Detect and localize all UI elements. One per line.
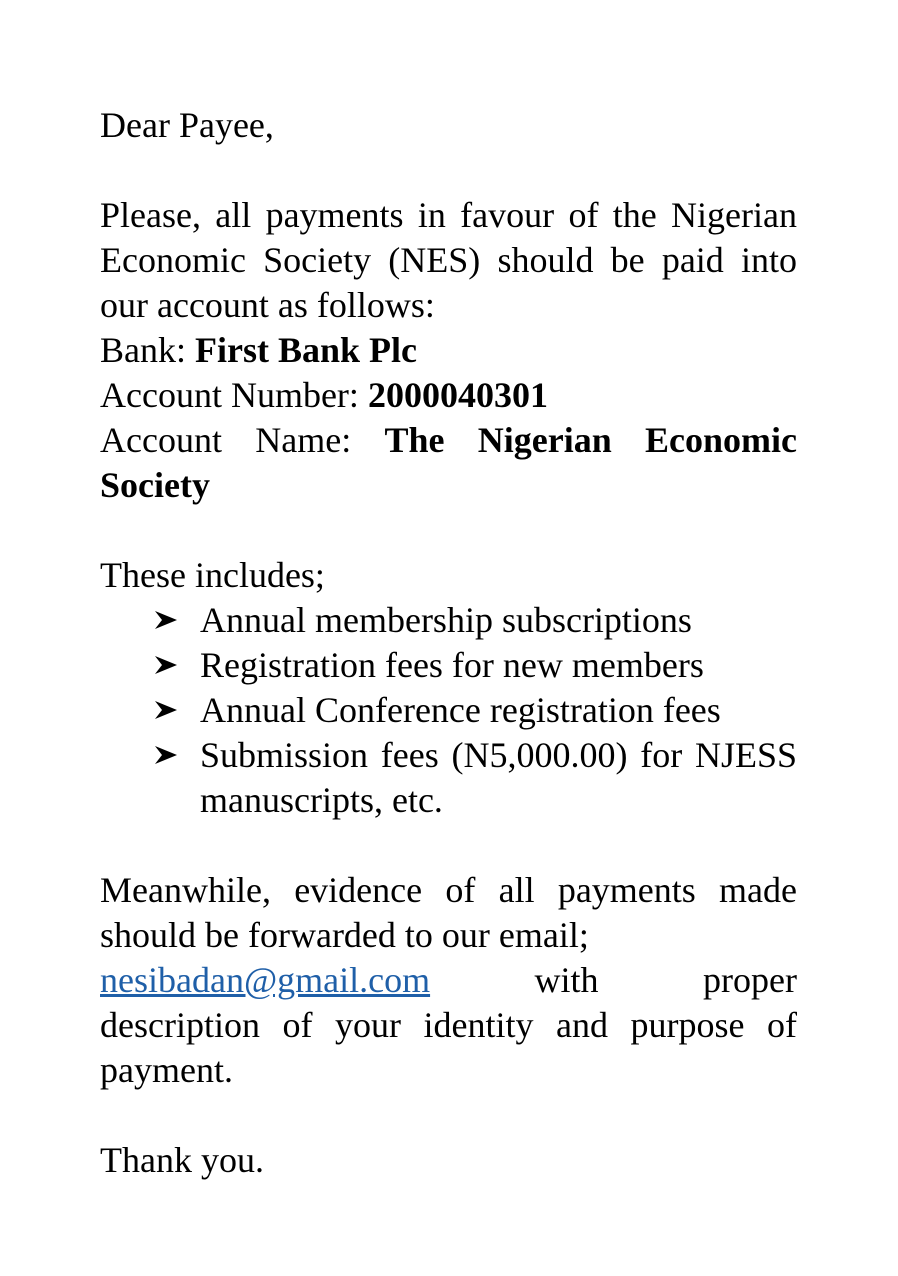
- email-link[interactable]: nesibadan@gmail.com: [100, 960, 431, 1000]
- account-number-value: 2000040301: [367, 375, 548, 415]
- account-name-line: [100, 418, 797, 508]
- account-number-line: [100, 373, 797, 418]
- list-item: [100, 598, 797, 643]
- account-name-label: Account Name:: [100, 420, 385, 460]
- arrowhead-bullet-icon: [154, 598, 180, 643]
- paragraph-spacer: [100, 508, 797, 553]
- list-item: [100, 733, 797, 823]
- intro-paragraph: Please, all payments in favour of the Nigerian Economic Society (NES) should be paid into our account as follows:: [100, 195, 797, 325]
- payment-items-list: [100, 598, 797, 823]
- email-line: [100, 958, 797, 1003]
- letter-body: [100, 103, 797, 1183]
- list-item-text: Registration fees for new members: [200, 645, 704, 685]
- includes-heading: These includes;: [100, 555, 325, 595]
- closing: Thank you.: [100, 1140, 264, 1180]
- arrowhead-bullet-icon: [154, 688, 180, 733]
- account-number-label: Account Number:: [100, 375, 368, 415]
- evidence-word-with: with: [534, 960, 599, 1000]
- list-item: [100, 688, 797, 733]
- evidence-paragraph-end: description of your identity and purpose of payment.: [100, 1005, 797, 1090]
- paragraph-spacer: [100, 823, 797, 868]
- list-item-text: Annual Conference registration fees: [200, 690, 721, 730]
- list-item: [100, 643, 797, 688]
- arrowhead-bullet-icon: [154, 643, 180, 688]
- greeting: Dear Payee,: [100, 105, 274, 145]
- account-name-value: The Nigerian Economic Society: [100, 420, 797, 505]
- paragraph-spacer: [100, 148, 797, 193]
- list-item-text: Submission fees (N5,000.00) for NJESS manuscripts, etc.: [200, 735, 797, 820]
- paragraph-spacer: [100, 1093, 797, 1138]
- evidence-paragraph-start: Meanwhile, evidence of all payments made should be forwarded to our email;: [100, 870, 797, 955]
- list-item-text: Annual membership subscriptions: [200, 600, 692, 640]
- bank-line: [100, 328, 797, 373]
- bank-value: First Bank Plc: [195, 330, 417, 370]
- bank-label: Bank:: [100, 330, 195, 370]
- arrowhead-bullet-icon: [154, 733, 180, 778]
- evidence-word-proper: proper: [703, 960, 797, 1000]
